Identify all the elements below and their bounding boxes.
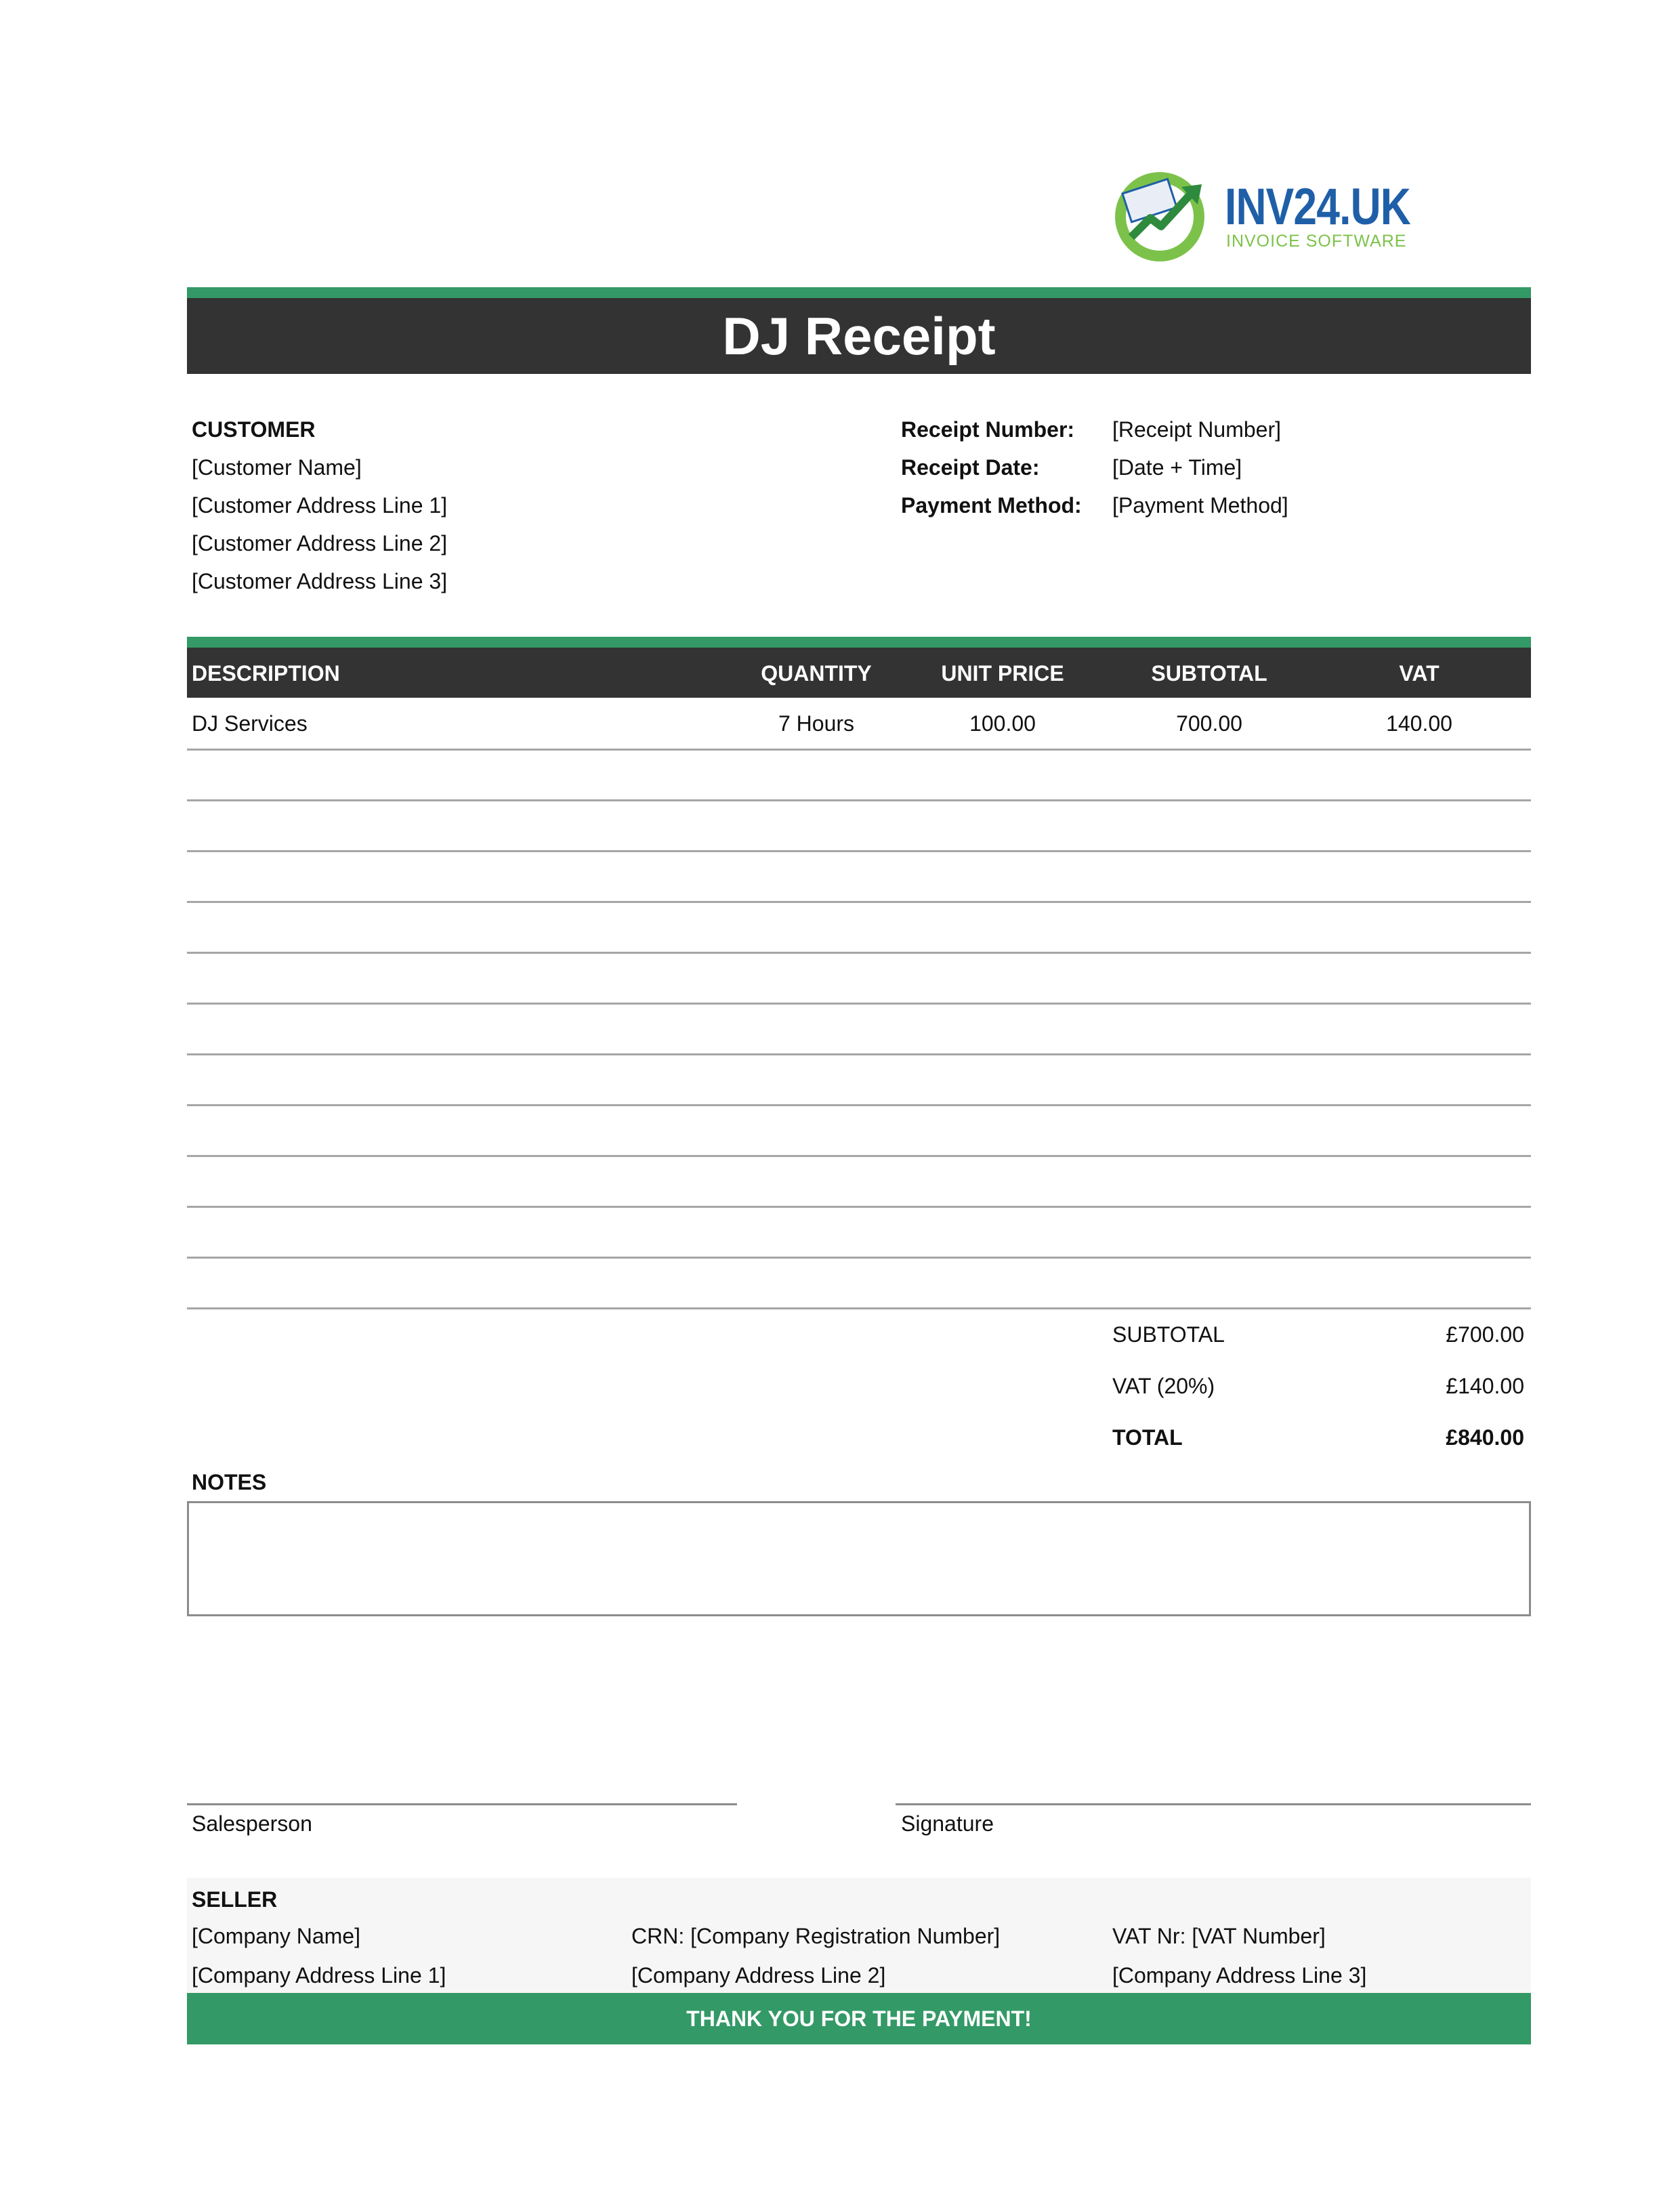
- table-row-divider: [187, 1155, 1531, 1157]
- table-row-divider: [187, 1104, 1531, 1106]
- logo-tagline: INVOICE SOFTWARE: [1226, 232, 1407, 251]
- row-1-unit-price: 100.00: [969, 711, 1036, 736]
- table-row-divider: [187, 1206, 1531, 1208]
- table-row-divider: [187, 1053, 1531, 1055]
- table-row-divider: [187, 1003, 1531, 1005]
- subtotal-label: SUBTOTAL: [1112, 1322, 1225, 1347]
- customer-address-line-1: [Customer Address Line 1]: [192, 493, 448, 518]
- vat-label: VAT (20%): [1112, 1374, 1215, 1398]
- page-title: DJ Receipt: [722, 306, 996, 366]
- header-vat: VAT: [1399, 661, 1440, 686]
- table-row-divider: [187, 850, 1531, 852]
- row-1-quantity: 7 Hours: [778, 711, 855, 736]
- receipt-date-label: Receipt Date:: [901, 455, 1040, 480]
- header-description: DESCRIPTION: [192, 661, 340, 686]
- table-row-divider: [187, 749, 1531, 751]
- total-label: TOTAL: [1112, 1425, 1183, 1450]
- company-vat-number: VAT Nr: [VAT Number]: [1112, 1924, 1326, 1948]
- footer-thank-you: THANK YOU FOR THE PAYMENT!: [686, 2006, 1032, 2031]
- signature-label: Signature: [901, 1811, 994, 1836]
- vat-value: £140.00: [1446, 1374, 1524, 1398]
- table-row-divider: [187, 799, 1531, 801]
- header-subtotal: SUBTOTAL: [1151, 661, 1267, 686]
- header-quantity: QUANTITY: [761, 661, 872, 686]
- total-value: £840.00: [1446, 1425, 1524, 1450]
- header-unit-price: UNIT PRICE: [941, 661, 1064, 686]
- table-row-divider: [187, 1257, 1531, 1259]
- row-1-subtotal: 700.00: [1176, 711, 1242, 736]
- salesperson-line: [187, 1803, 737, 1805]
- salesperson-label: Salesperson: [192, 1811, 312, 1836]
- company-name: [Company Name]: [192, 1924, 360, 1948]
- logo-brand: INV24.UK: [1225, 178, 1410, 236]
- seller-heading: SELLER: [192, 1887, 278, 1912]
- receipt-number-value: [Receipt Number]: [1112, 417, 1281, 442]
- customer-heading: CUSTOMER: [192, 417, 316, 442]
- company-address-line-1: [Company Address Line 1]: [192, 1963, 446, 1988]
- customer-name: [Customer Name]: [192, 455, 362, 480]
- notes-box[interactable]: [187, 1501, 1531, 1616]
- customer-address-line-3: [Customer Address Line 3]: [192, 569, 448, 593]
- notes-heading: NOTES: [192, 1470, 267, 1494]
- payment-method-label: Payment Method:: [901, 493, 1082, 518]
- row-1-vat: 140.00: [1386, 711, 1452, 736]
- receipt-number-label: Receipt Number:: [901, 417, 1075, 442]
- company-address-line-2: [Company Address Line 2]: [631, 1963, 886, 1988]
- logo-icon: [1111, 169, 1219, 264]
- row-1-description: DJ Services: [192, 711, 308, 736]
- customer-address-line-2: [Customer Address Line 2]: [192, 531, 448, 555]
- table-row-divider: [187, 901, 1531, 903]
- company-crn: CRN: [Company Registration Number]: [631, 1924, 1001, 1948]
- signature-line: [896, 1803, 1531, 1805]
- table-row-divider: [187, 1307, 1531, 1309]
- subtotal-value: £700.00: [1446, 1322, 1524, 1347]
- table-row-divider: [187, 952, 1531, 954]
- company-address-line-3: [Company Address Line 3]: [1112, 1963, 1367, 1988]
- receipt-date-value: [Date + Time]: [1112, 455, 1242, 480]
- payment-method-value: [Payment Method]: [1112, 493, 1288, 518]
